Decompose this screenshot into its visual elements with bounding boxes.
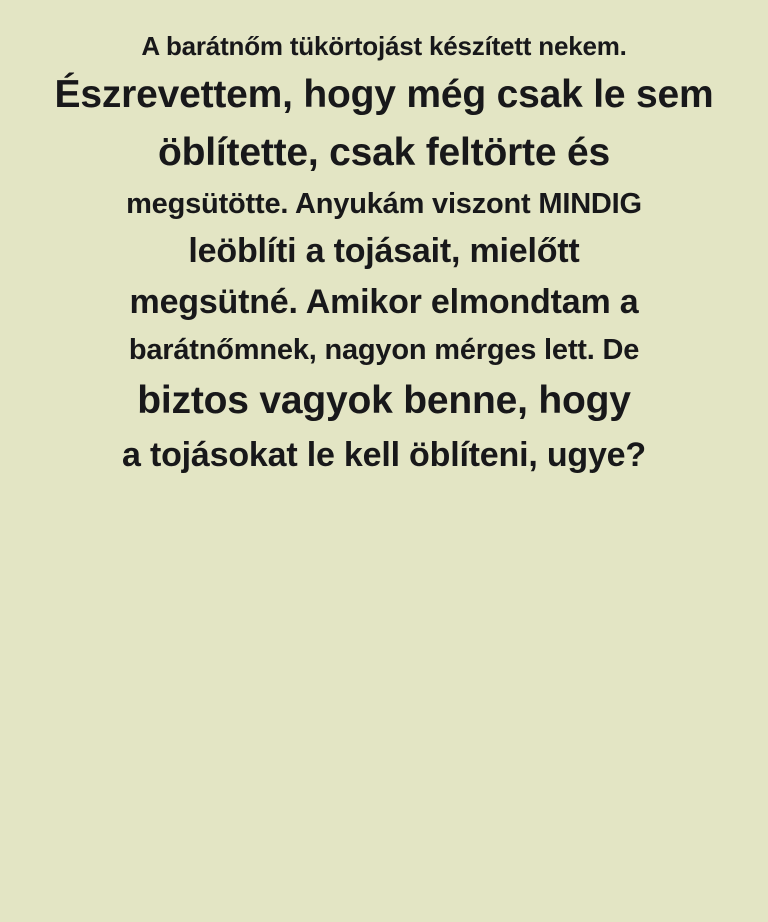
story-line: megsütötte. Anyukám viszont MINDIG bbox=[126, 187, 642, 220]
story-line: öblítette, csak feltörte és bbox=[158, 131, 610, 175]
story-line: megsütné. Amikor elmondtam a bbox=[129, 282, 639, 321]
story-line: Észrevettem, hogy még csak le sem bbox=[54, 73, 714, 117]
story-line: A barátnőm tükörtojást készített nekem. bbox=[141, 31, 627, 61]
story-line: barátnőmnek, nagyon mérges lett. De bbox=[128, 333, 640, 366]
story-text-block bbox=[34, 26, 734, 481]
story-line: leöblíti a tojásait, mielőtt bbox=[188, 231, 580, 270]
story-line: a tojásokat le kell öblíteni, ugye? bbox=[122, 435, 646, 474]
story-line: biztos vagyok benne, hogy bbox=[137, 378, 631, 422]
